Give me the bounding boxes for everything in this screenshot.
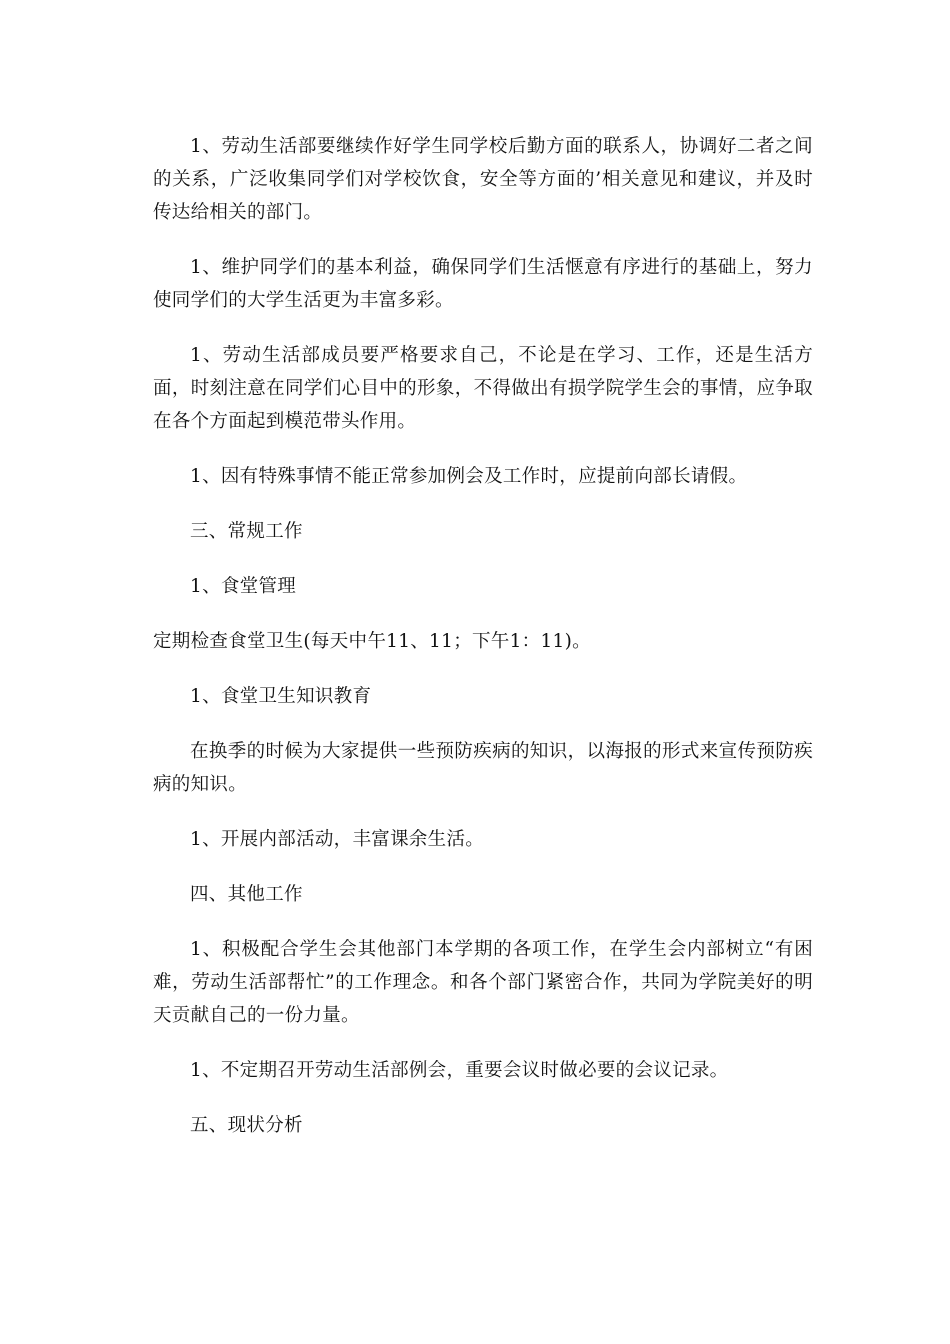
paragraph-canteen-inspection: 定期检查食堂卫生(每天中午11、11；下午1：11)。 (153, 631, 591, 652)
document-body (153, 130, 813, 1164)
paragraph-leave-request: 1、因有特殊事情不能正常参加例会及工作时，应提前向部长请假。 (190, 466, 748, 487)
item-canteen-management: 1、食堂管理 (190, 576, 297, 597)
paragraph-liaison-duty: 1、劳动生活部要继续作好学生同学校后勤方面的联系人，协调好二者之间的关系，广泛收集同学们对学校饮食，安全等方面的’相关意见和建议，并及时传达给相关的部门。 (153, 136, 813, 223)
paragraph-member-conduct: 1、劳动生活部成员要严格要求自己，不论是在学习、工作，还是生活方面，时刻注意在同学们心目中的形象，不得做出有损学院学生会的事情，应争取在各个方面起到模范带头作用。 (153, 345, 813, 432)
item-internal-activities: 1、开展内部活动，丰富课余生活。 (190, 829, 485, 850)
paragraph-cooperation: 1、积极配合学生会其他部门本学期的各项工作，在学生会内部树立“有困难，劳动生活部帮忙”的工作理念。和各个部门紧密合作，共同为学院美好的明天贡献自己的一份力量。 (153, 939, 813, 1026)
section-heading-other-work: 四、其他工作 (190, 884, 303, 905)
paragraph-disease-prevention: 在换季的时候为大家提供一些预防疾病的知识，以海报的形式来宣传预防疾病的知识。 (153, 741, 813, 795)
section-heading-status-analysis: 五、现状分析 (190, 1115, 303, 1136)
paragraph-meetings: 1、不定期召开劳动生活部例会，重要会议时做必要的会议记录。 (190, 1060, 729, 1081)
item-hygiene-education: 1、食堂卫生知识教育 (190, 686, 372, 707)
paragraph-student-interests: 1、维护同学们的基本利益，确保同学们生活惬意有序进行的基础上，努力使同学们的大学生活更为丰富多彩。 (153, 257, 813, 311)
section-heading-routine-work: 三、常规工作 (190, 521, 303, 542)
